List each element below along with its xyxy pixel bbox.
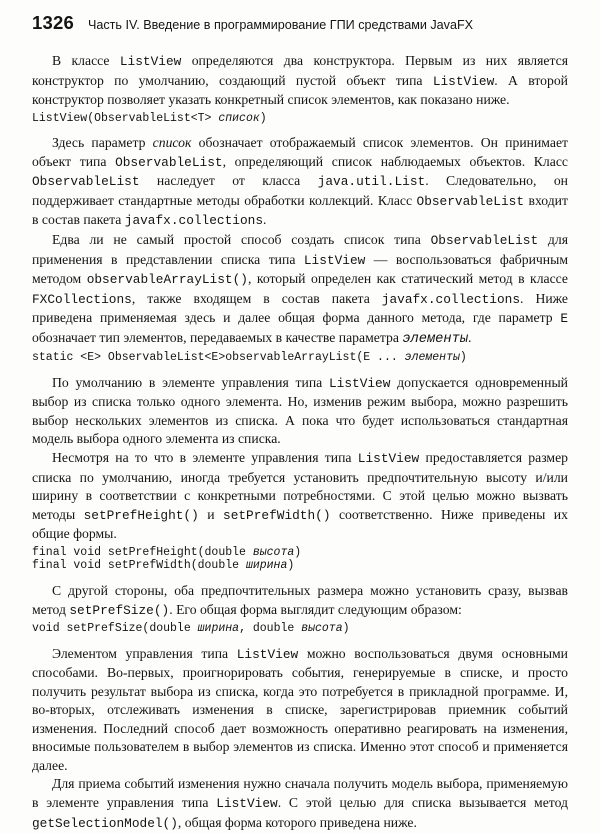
code-set-pref-height-width: final void setPrefHeight(double высота) final void setPrefWidth(double ширина)	[32, 545, 302, 573]
paragraph-preferred-size: Несмотря на то что в элементе управления типа ListView предоставляется размер списка по умолчанию, иногда требуется установить предпочтительную высоту и/или ширину в соответствии с конкретными потребностями. С этой целью можно вызвать методы setPrefHeight() и setPrefWidth() соответственно. Ниже приведены их общие формы.	[32, 450, 568, 542]
paragraph-selection-mode: По умолчанию в элементе управления типа ListView допускается одновременный выбор из списка только одного элемента. Но, изменив режим выбора, можно разрешить выбор нескольких элементов из списка. А пока что будет использоваться стандартная модель выбора одного элемента из списка.	[32, 374, 568, 447]
page-header	[32, 12, 568, 38]
paragraph-constructors: В классе ListView определяются два конструктора. Первым из них является конструктор по умолчанию, создающий пустой объект типа ListView. А второй конструктор позволяет указать конкретный список элементов, как показано ниже.	[32, 53, 568, 108]
page-number: 1326	[32, 12, 74, 33]
paragraph-selection-model: Для приема событий изменения нужно сначала получить модель выбора, применяемую в элементе управления типа ListView. С этой целью для списка вызывается метод getSelectionModel(), общая форма которого приведена ниже.	[32, 776, 568, 831]
paragraph-observable-array-list: Едва ли не самый простой способ создать список типа ObservableList для применения в представлении списка типа ListView — воспользоваться фабричным методом observableArrayList(), который определен как статический метод в классе FXCollections, также входящем в состав пакета javafx.collections. Ниже приведена применяемая здесь и далее общая форма данного метода, где параметр E обозначает тип элементов, передаваемых в качестве параметра элементы.	[32, 231, 569, 347]
running-title: Часть IV. Введение в программирование ГПИ средствами JavaFX	[87, 18, 474, 32]
code-set-pref-size: void setPrefSize(double ширина, double высота)	[32, 622, 350, 636]
code-listview-constructor: ListView(ObservableList<T> список)	[32, 111, 267, 125]
paragraph-list-parameter: Здесь параметр список обозначает отображаемый список элементов. Он принимает объект типа ObservableList, определяющий список наблюдаемых объектов. Класс ObservableList наследует от класса java.util.List. Следовательно, он поддерживает стандартные методы обработки коллекций. Класс ObservableList входит в состав пакета javafx.collections.	[32, 135, 568, 229]
paragraph-usage-ways: Элементом управления типа ListView можно воспользоваться двумя основными способами. Во-первых, проигнорировать события, генерируемые в списке, и просто получить результат выбора из списка, когда это потребуется в прикладной программе. И, во-вторых, отслеживать изменения в списке, зарегистрировав приемник событий изменения. Последний способ дает возможность оперативно реагировать на изменения, вносимые пользователем в выбор элементов из списка. Именно этот способ и применяется далее.	[32, 645, 569, 773]
code-observable-array-list: static <E> ObservableList<E>observableArrayList(E ... элементы)	[32, 351, 467, 365]
paragraph-set-pref-size: С другой стороны, оба предпочтительных размера можно установить сразу, вызвав метод setPrefSize(). Его общая форма выглядит следующим образом:	[32, 582, 568, 618]
